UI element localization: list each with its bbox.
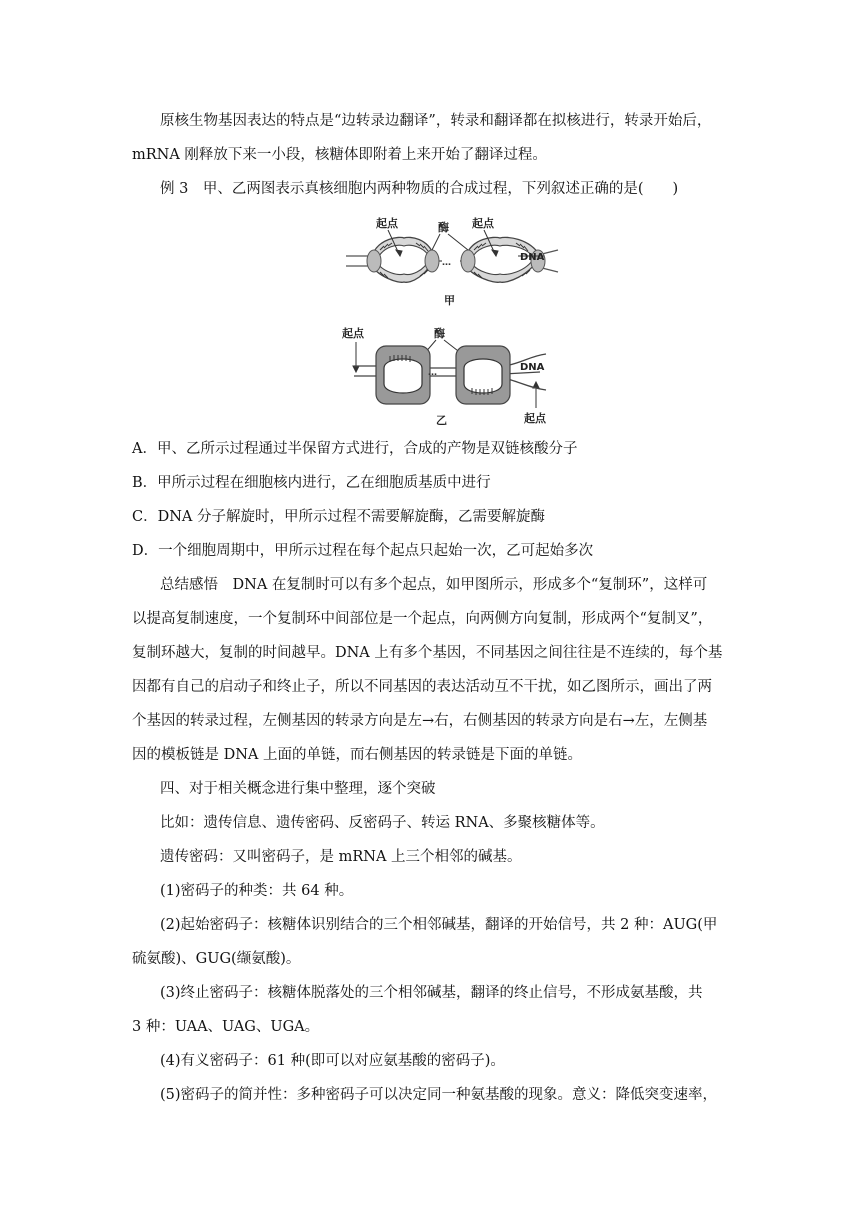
option-a: A．甲、乙所示过程通过半保留方式进行，合成的产物是双链核酸分子 (132, 441, 578, 457)
jia-origin-left-label: 起点 (376, 217, 398, 230)
transcription-bubble-right (456, 346, 510, 404)
item-2: (2)起始密码子：核糖体识别结合的三个相邻碱基，翻译的开始信号，共 2 种：AUG(甲 (160, 917, 718, 933)
summary-line: 因的模板链是 DNA 上面的单链，而右侧基因的转录链是下面的单链。 (132, 747, 583, 763)
summary-line: 总结感悟 DNA 在复制时可以有多个起点，如甲图所示，形成多个“复制环”，这样可 (160, 577, 708, 593)
replication-loop-left (367, 237, 439, 282)
section-heading: 四、对于相关概念进行集中整理，逐个突破 (160, 781, 436, 797)
item-3-cont: 3 种：UAA、UAG、UGA。 (132, 1019, 320, 1035)
summary-line: 以提高复制速度，一个复制环中间部位是一个起点，向两侧方向复制，形成两个“复制叉”， (132, 611, 713, 627)
yi-caption: 乙 (436, 414, 447, 427)
intro-line-1: 原核生物基因表达的特点是“边转录边翻译”，转录和翻译都在拟核进行，转录开始后， (160, 113, 712, 129)
jia-caption: 甲 (444, 294, 455, 307)
yi-origin-left-label: 起点 (342, 327, 364, 340)
item-1: (1)密码子的种类：共 64 种。 (160, 883, 354, 899)
svg-text:…: … (442, 258, 451, 268)
summary-line: 因都有自己的启动子和终止子，所以不同基因的表达活动互不干扰，如乙图所示，画出了两 (132, 679, 712, 695)
figure-yi-diagram (340, 326, 560, 428)
concept-examples: 比如：遗传信息、遗传密码、反密码子、转运 RNA、多聚核糖体等。 (160, 815, 605, 831)
svg-text:…: … (428, 368, 437, 378)
jia-origin-right-label: 起点 (472, 217, 494, 230)
option-d: D．一个细胞周期中，甲所示过程在每个起点只起始一次，乙可起始多次 (132, 543, 594, 559)
jia-dna-label: DNA (520, 252, 545, 263)
yi-origin-right-label: 起点 (524, 412, 546, 425)
item-4: (4)有义密码子：61 种(即可以对应氨基酸的密码子)。 (160, 1053, 505, 1069)
item-3: (3)终止密码子：核糖体脱落处的三个相邻碱基，翻译的终止信号，不形成氨基酸，共 (160, 985, 703, 1001)
summary-line: 复制环越大，复制的时间越早。DNA 上有多个基因，不同基因之间往往是不连续的，每个基 (132, 645, 723, 661)
yi-enzyme-label: 酶 (434, 327, 445, 340)
transcription-bubble-left (376, 346, 430, 404)
codon-definition: 遗传密码：又叫密码子，是 mRNA 上三个相邻的碱基。 (160, 849, 522, 865)
option-c: C．DNA 分子解旋时，甲所示过程不需要解旋酶，乙需要解旋酶 (132, 509, 545, 525)
option-b: B．甲所示过程在细胞核内进行，乙在细胞质基质中进行 (132, 475, 491, 491)
example-stem: 例 3 甲、乙两图表示真核细胞内两种物质的合成过程，下列叙述正确的是( ) (160, 181, 679, 197)
item-2-cont: 硫氨酸)、GUG(缬氨酸)。 (132, 951, 301, 967)
yi-dna-label: DNA (520, 362, 545, 373)
item-5: (5)密码子的简并性：多种密码子可以决定同一种氨基酸的现象。意义：降低突变速率， (160, 1087, 718, 1103)
summary-line: 个基因的转录过程，左侧基因的转录方向是左→右，右侧基因的转录方向是右→左，左侧基 (132, 713, 708, 729)
jia-enzyme-label: 酶 (438, 221, 449, 234)
figure-jia-diagram (344, 216, 560, 308)
intro-line-2: mRNA 刚释放下来一小段，核糖体即附着上来开始了翻译过程。 (132, 147, 547, 163)
